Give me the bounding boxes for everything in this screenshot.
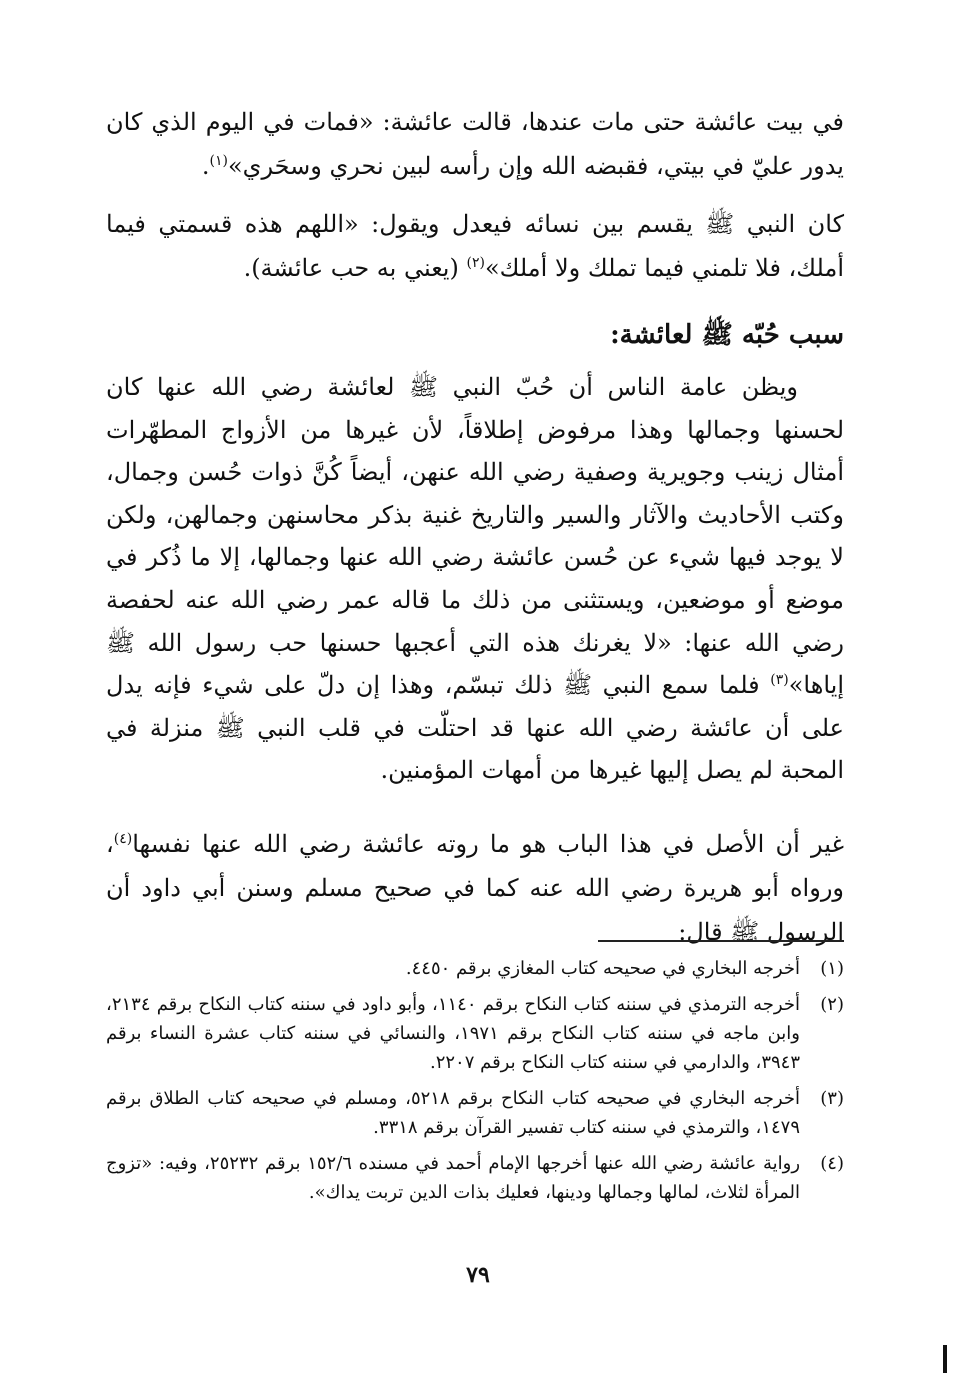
footnote-number: (٤) (820, 1153, 844, 1174)
footnote-item (106, 1149, 844, 1207)
paragraph-4-part2: ، ورواه أبو هريرة رضي الله عنه كما في صحيح مسلم وسنن أبي داود أن الرسول ﷺ قال: (106, 830, 844, 946)
footnote-ref-3[interactable]: (٣) (770, 672, 789, 689)
paragraph-4-part1: غير أن الأصل في هذا الباب هو ما روته عائشة رضي الله عنها نفسها (132, 830, 844, 858)
footnote-ref-4[interactable]: (٤) (113, 831, 133, 847)
footnote-ref-1[interactable]: (١) (209, 153, 228, 169)
footnote-item (106, 954, 844, 983)
footnote-item (106, 990, 844, 1077)
paragraph-2 (106, 202, 844, 290)
paragraph-3 (106, 366, 844, 792)
footnote-number: (٢) (820, 994, 844, 1015)
paragraph-3-part1: ويظن عامة الناس أن حُبّ النبي ﷺ لعائشة رضي الله عنها كان لحسنها وجمالها وهذا مرفوض إطلاقاً، لأن غيرها من الأزواج المطهّرات أمثال زينب وجويرية وصفية رضي الله عنهن، أيضاً كُنَّ ذوات حُسن وجمال، وكتب الأحاديث والآثار والسير والتاريخ غنية بذكر محاسنهن وجمالهن، ولكن لا يوجد فيها شيء عن حُسن عائشة رضي الله عنها وجمالها، إلا ما ذُكر في موضع أو موضعين، ويستثنى من ذلك ما قاله عمر رضي الله عنه لحفصة رضي الله عنها: «لا يغرنك هذه التي أعجبها حسنها حب رسول الله ﷺ إياها» (106, 373, 845, 700)
paragraph-4 (106, 822, 844, 954)
footnote-text: رواية عائشة رضي الله عنها أخرجها الإمام أحمد في مسنده ١٥٢/٦ برقم ٢٥٢٣٢، وفيه: «تزوج المرأة لثلاث، لمالها وجمالها ودينها، فعليك بذات الدين تربت يداك». (106, 1153, 801, 1203)
paragraph-3-part2: فلما سمع النبي ﷺ ذلك تبسّم، وهذا إن دلّ على شيء فإنه يدل على أن عائشة رضي الله عنها قد احتلّت في قلب النبي ﷺ منزلة في المحبة لم يصل إليها غيرها من أمهات المؤمنين. (106, 671, 844, 785)
paragraph-1-tail: . (201, 152, 210, 180)
footnote-number: (٣) (820, 1088, 844, 1109)
footnote-ref-2[interactable]: (٢) (466, 255, 485, 271)
footnote-text: أخرجه البخاري في صحيحه كتاب النكاح برقم ٥٢١٨، ومسلم في صحيحه كتاب الطلاق برقم ١٤٧٩، والترمذي في سننه كتاب تفسير القرآن برقم ٣٣١٨. (106, 1088, 800, 1138)
paragraph-2-text: كان النبي ﷺ يقسم بين نسائه فيعدل ويقول: «اللهم هذه قسمتي فيما أملك، فلا تلمني فيما تملك ولا أملك» (106, 210, 845, 282)
footnote-number: (١) (820, 958, 844, 979)
footnote-divider (598, 940, 844, 942)
footnote-text: أخرجه البخاري في صحيحه كتاب المغازي برقم ٤٤٥٠. (405, 958, 800, 979)
footnotes-list (106, 954, 844, 1214)
footnote-text: أخرجه الترمذي في سننه كتاب النكاح برقم ١١٤٠، وأبو داود في سننه كتاب النكاح برقم ٢١٣٤، وابن ماجه في سننه كتاب النكاح برقم ١٩٧١، والنسائي في سننه كتاب عشرة النساء برقم ٣٩٤٣، والدارمي في سننه كتاب النكاح برقم ٢٢٠٧. (106, 994, 800, 1073)
footnote-item (106, 1084, 844, 1142)
paragraph-2-tail: (يعني به حب عائشة). (243, 254, 467, 282)
page-number: ٧٩ (466, 1262, 490, 1288)
paragraph-1 (106, 100, 844, 188)
scan-edge-mark (943, 1345, 947, 1373)
section-heading: سبب حُبّه ﷺ لعائشة: (610, 320, 844, 350)
paragraph-1-text: في بيت عائشة حتى مات عندها، قالت عائشة: «فمات في اليوم الذي كان يدور عليّ في بيتي، فقبضه الله وإن رأسه لبين نحري وسحَري» (106, 108, 844, 180)
